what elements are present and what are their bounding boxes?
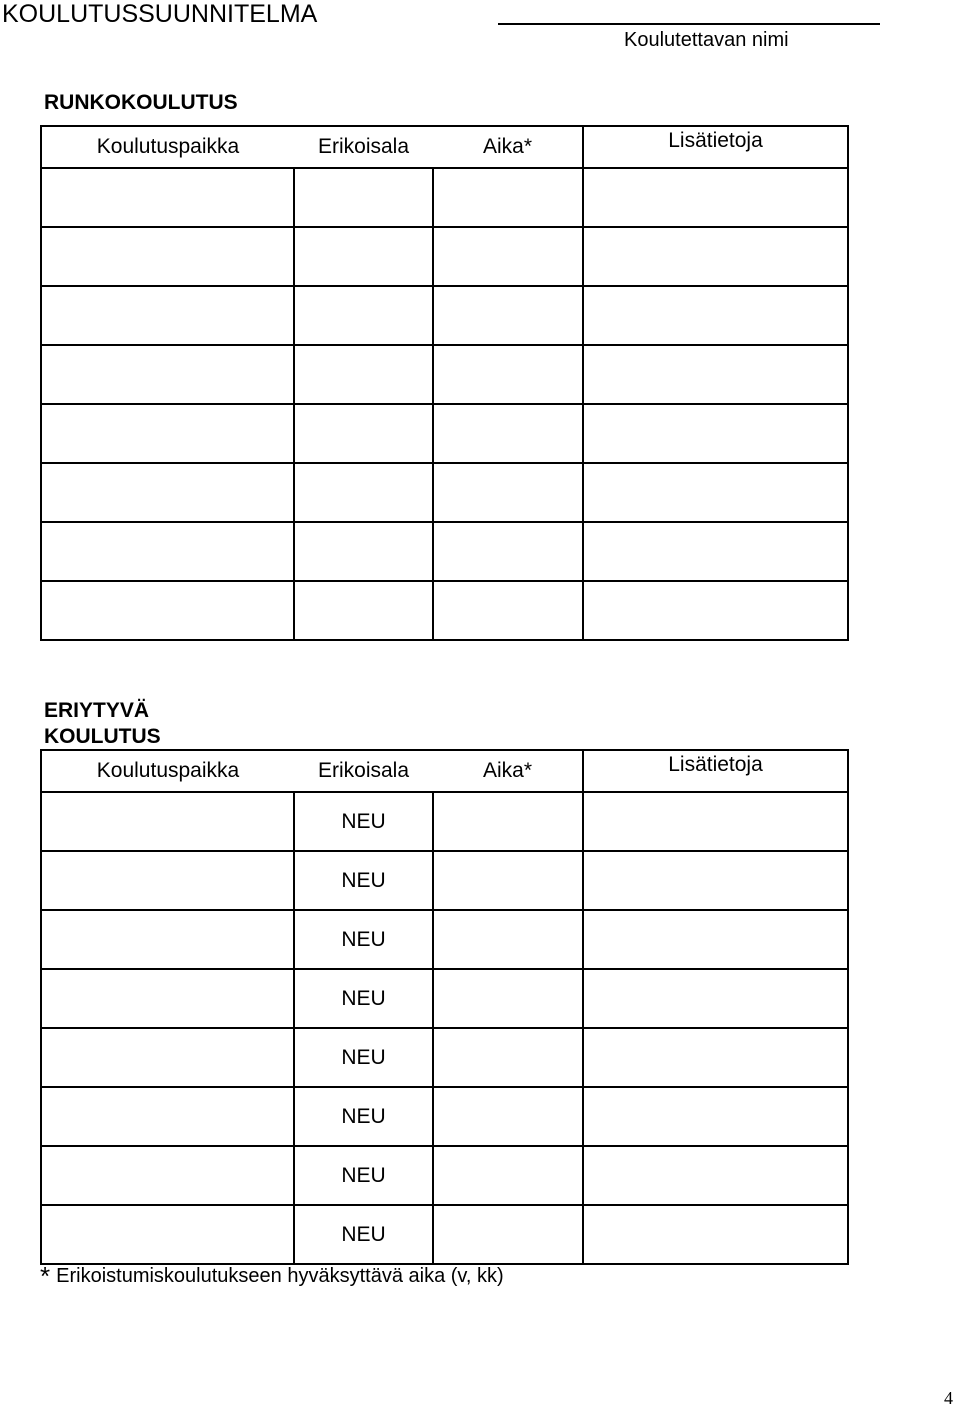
table-row: [41, 910, 848, 969]
location-cell[interactable]: [41, 404, 294, 463]
info-cell[interactable]: [583, 969, 848, 1028]
column-header-specialty: Erikoisala: [294, 750, 433, 792]
time-cell[interactable]: [433, 345, 583, 404]
info-cell[interactable]: [583, 1087, 848, 1146]
heading-line-2: KOULUTUS: [44, 725, 161, 748]
time-cell[interactable]: [433, 851, 583, 910]
table-row: [41, 345, 848, 404]
specialty-cell[interactable]: [294, 522, 433, 581]
specialty-cell[interactable]: NEU: [294, 792, 433, 851]
info-cell[interactable]: [583, 227, 848, 286]
table-row: [41, 1205, 848, 1264]
location-cell[interactable]: [41, 581, 294, 640]
location-cell[interactable]: [41, 1087, 294, 1146]
table-header-row: [41, 126, 848, 168]
table-row: [41, 969, 848, 1028]
time-cell[interactable]: [433, 910, 583, 969]
info-cell[interactable]: [583, 851, 848, 910]
table-row: [41, 286, 848, 345]
footnote: [40, 1263, 504, 1289]
location-cell[interactable]: [41, 286, 294, 345]
location-cell[interactable]: [41, 227, 294, 286]
column-header-location: Koulutuspaikka: [41, 750, 294, 792]
location-cell[interactable]: [41, 851, 294, 910]
location-cell[interactable]: [41, 463, 294, 522]
time-cell[interactable]: [433, 522, 583, 581]
core-training-heading: RUNKOKOULUTUS: [44, 91, 238, 114]
time-cell[interactable]: [433, 286, 583, 345]
location-cell[interactable]: [41, 792, 294, 851]
table-row: [41, 1146, 848, 1205]
heading-line-1: ERIYTYVÄ: [44, 699, 150, 722]
trainee-name-label: Koulutettavan nimi: [624, 29, 789, 51]
time-cell[interactable]: [433, 227, 583, 286]
table-row: [41, 404, 848, 463]
specialty-cell[interactable]: NEU: [294, 910, 433, 969]
name-signature-line: [498, 23, 880, 25]
info-cell[interactable]: [583, 286, 848, 345]
footnote-text: Erikoistumiskoulutukseen hyväksyttävä aika (v, kk): [56, 1265, 504, 1287]
location-cell[interactable]: [41, 910, 294, 969]
location-cell[interactable]: [41, 969, 294, 1028]
info-cell[interactable]: [583, 522, 848, 581]
table-row: [41, 851, 848, 910]
info-cell[interactable]: [583, 168, 848, 227]
location-cell[interactable]: [41, 1028, 294, 1087]
table-row: [41, 581, 848, 640]
specialty-cell[interactable]: [294, 286, 433, 345]
info-cell[interactable]: [583, 1205, 848, 1264]
column-header-time: Aika*: [433, 750, 583, 792]
specialty-cell[interactable]: [294, 345, 433, 404]
differentiated-training-table: [40, 749, 849, 1265]
table-row: [41, 227, 848, 286]
time-cell[interactable]: [433, 581, 583, 640]
column-header-info: Lisätietoja: [583, 126, 848, 168]
specialty-cell[interactable]: [294, 404, 433, 463]
specialty-cell[interactable]: NEU: [294, 1205, 433, 1264]
page-number: 4: [944, 1388, 953, 1408]
specialty-cell[interactable]: NEU: [294, 1087, 433, 1146]
table-row: [41, 168, 848, 227]
time-cell[interactable]: [433, 969, 583, 1028]
specialty-cell[interactable]: [294, 227, 433, 286]
table-header-row: [41, 750, 848, 792]
time-cell[interactable]: [433, 1028, 583, 1087]
core-training-table: [40, 125, 849, 641]
differentiated-training-heading: [44, 698, 161, 750]
location-cell[interactable]: [41, 345, 294, 404]
info-cell[interactable]: [583, 463, 848, 522]
column-header-info: Lisätietoja: [583, 750, 848, 792]
specialty-cell[interactable]: NEU: [294, 1028, 433, 1087]
footnote-asterisk: *: [40, 1261, 51, 1291]
specialty-cell[interactable]: NEU: [294, 969, 433, 1028]
table-row: [41, 522, 848, 581]
specialty-cell[interactable]: NEU: [294, 851, 433, 910]
time-cell[interactable]: [433, 404, 583, 463]
column-header-specialty: Erikoisala: [294, 126, 433, 168]
info-cell[interactable]: [583, 345, 848, 404]
time-cell[interactable]: [433, 1205, 583, 1264]
location-cell[interactable]: [41, 1146, 294, 1205]
time-cell[interactable]: [433, 1146, 583, 1205]
specialty-cell[interactable]: [294, 581, 433, 640]
info-cell[interactable]: [583, 1028, 848, 1087]
table-row: [41, 463, 848, 522]
table-row: [41, 792, 848, 851]
location-cell[interactable]: [41, 1205, 294, 1264]
info-cell[interactable]: [583, 792, 848, 851]
document-title: KOULUTUSSUUNNITELMA: [2, 0, 318, 28]
table-row: [41, 1028, 848, 1087]
info-cell[interactable]: [583, 581, 848, 640]
info-cell[interactable]: [583, 910, 848, 969]
info-cell[interactable]: [583, 404, 848, 463]
info-cell[interactable]: [583, 1146, 848, 1205]
specialty-cell[interactable]: NEU: [294, 1146, 433, 1205]
specialty-cell[interactable]: [294, 463, 433, 522]
time-cell[interactable]: [433, 463, 583, 522]
column-header-location: Koulutuspaikka: [41, 126, 294, 168]
location-cell[interactable]: [41, 522, 294, 581]
column-header-time: Aika*: [433, 126, 583, 168]
table-row: [41, 1087, 848, 1146]
time-cell[interactable]: [433, 792, 583, 851]
specialty-cell[interactable]: [294, 168, 433, 227]
time-cell[interactable]: [433, 168, 583, 227]
location-cell[interactable]: [41, 168, 294, 227]
time-cell[interactable]: [433, 1087, 583, 1146]
